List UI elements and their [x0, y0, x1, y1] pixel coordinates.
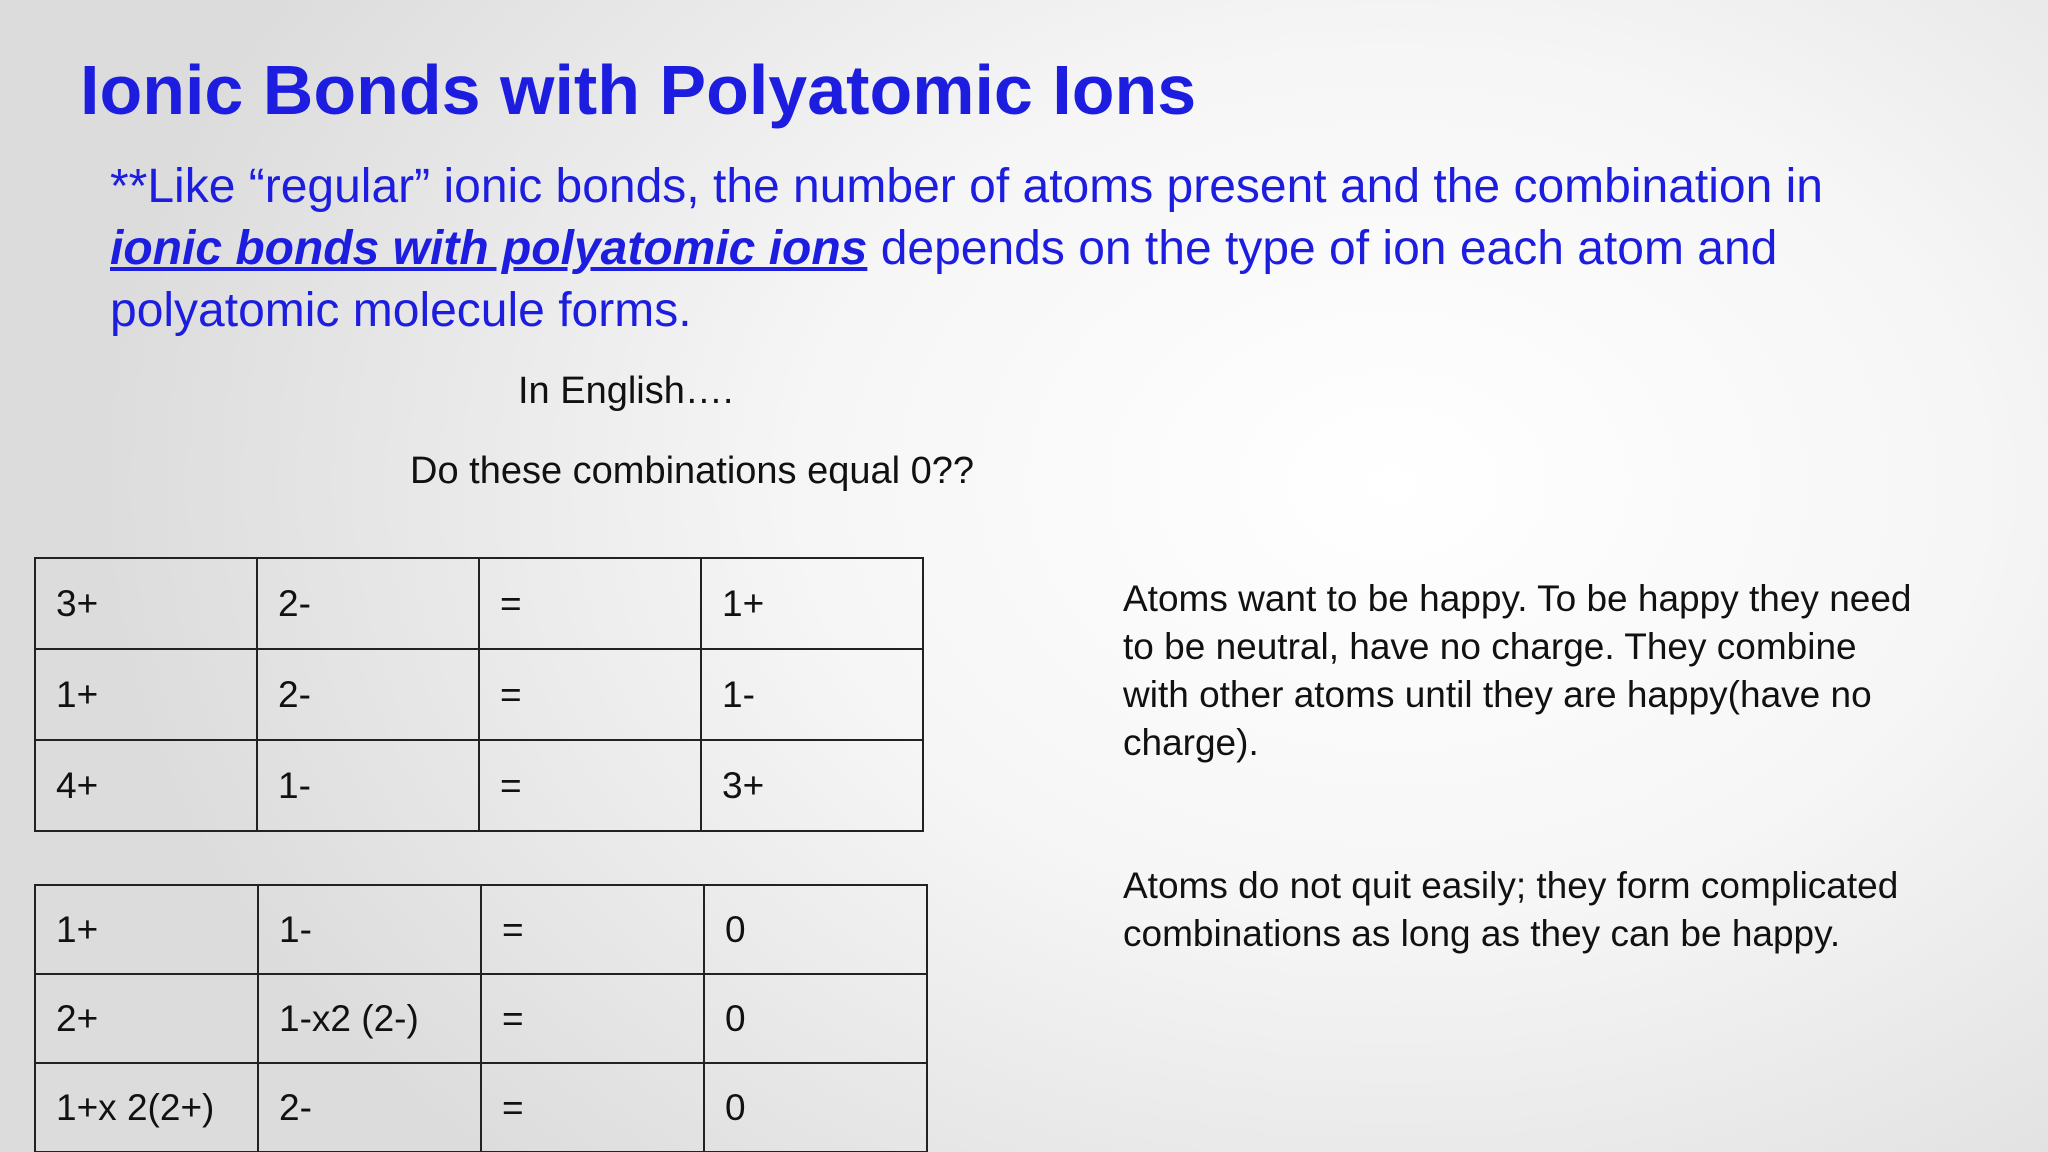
explanation-complicated-combinations: Atoms do not quit easily; they form complicated combinations as long as they can be happy.	[1123, 865, 1899, 954]
slide-title: Ionic Bonds with Polyatomic Ions	[80, 51, 1197, 129]
table-cell: 1-	[258, 885, 481, 974]
caption-in-english: In English….	[518, 370, 734, 412]
charge-table-balanced	[34, 884, 928, 1152]
caption-question: Do these combinations equal 0??	[410, 450, 975, 492]
table-cell: 2+	[35, 974, 258, 1063]
table-cell: 1+	[35, 885, 258, 974]
table-cell: 1+	[701, 558, 923, 649]
table-cell: 1+x 2(2+)	[35, 1063, 258, 1152]
table-cell: =	[481, 974, 704, 1063]
table-row	[35, 974, 927, 1063]
table-cell: 0	[704, 1063, 927, 1152]
table-cell: =	[479, 558, 701, 649]
intro-paragraph	[110, 156, 1930, 342]
table-cell: 2-	[258, 1063, 481, 1152]
table-cell: 1+	[35, 649, 257, 740]
explanation-neutral-charge: Atoms want to be happy. To be happy they need to be neutral, have no charge. They combine with other atoms until they are happy(have no charge).	[1123, 578, 1912, 763]
intro-text-before: **Like “regular” ionic bonds, the number of atoms present and the combination in	[110, 160, 1823, 213]
table-cell: 0	[704, 974, 927, 1063]
charge-table-unbalanced	[34, 557, 924, 832]
table-row	[35, 885, 927, 974]
table-cell: 2-	[257, 558, 479, 649]
table-cell: 1-x2 (2-)	[258, 974, 481, 1063]
table-cell: =	[481, 1063, 704, 1152]
table-cell: 0	[704, 885, 927, 974]
table-cell: 1-	[257, 740, 479, 831]
table-cell: =	[479, 740, 701, 831]
table-cell: 1-	[701, 649, 923, 740]
table-cell: 3+	[701, 740, 923, 831]
table-cell: 4+	[35, 740, 257, 831]
table-cell: 3+	[35, 558, 257, 649]
table-row	[35, 649, 923, 740]
table-cell: 2-	[257, 649, 479, 740]
table-row	[35, 558, 923, 649]
table-row	[35, 740, 923, 831]
table-cell: =	[479, 649, 701, 740]
intro-text-after: depends on the type of ion each atom and polyatomic molecule forms.	[110, 222, 1778, 337]
table-cell: =	[481, 885, 704, 974]
intro-emphasis: ionic bonds with polyatomic ions	[110, 222, 868, 275]
table-row	[35, 1063, 927, 1152]
